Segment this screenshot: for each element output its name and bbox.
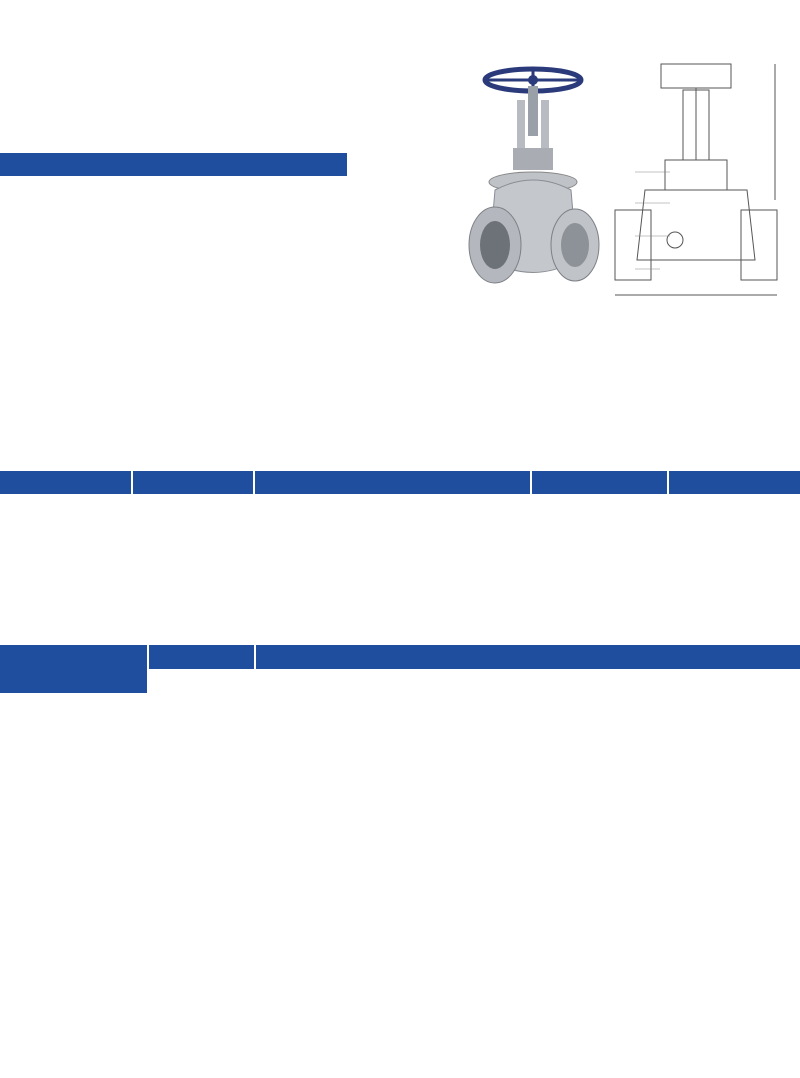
function-table bbox=[0, 471, 800, 516]
gate-valve-image bbox=[465, 60, 800, 320]
dim-header-row-1 bbox=[0, 645, 800, 669]
function-table-header bbox=[0, 471, 800, 494]
dimension-table bbox=[0, 645, 800, 693]
valve-illustration bbox=[465, 60, 800, 320]
parts-table bbox=[0, 153, 347, 176]
dim-nominal-header bbox=[149, 645, 254, 669]
function-subheader bbox=[0, 494, 800, 516]
dim-header-row-2 bbox=[0, 669, 800, 693]
fh-temperature bbox=[532, 471, 667, 494]
fh-model bbox=[0, 471, 131, 494]
fh-test-pressure bbox=[255, 471, 530, 494]
dim-size-header bbox=[256, 645, 800, 669]
parts-table-header bbox=[0, 153, 347, 176]
fh-nominal-pressure bbox=[133, 471, 253, 494]
fh-medium bbox=[669, 471, 800, 494]
